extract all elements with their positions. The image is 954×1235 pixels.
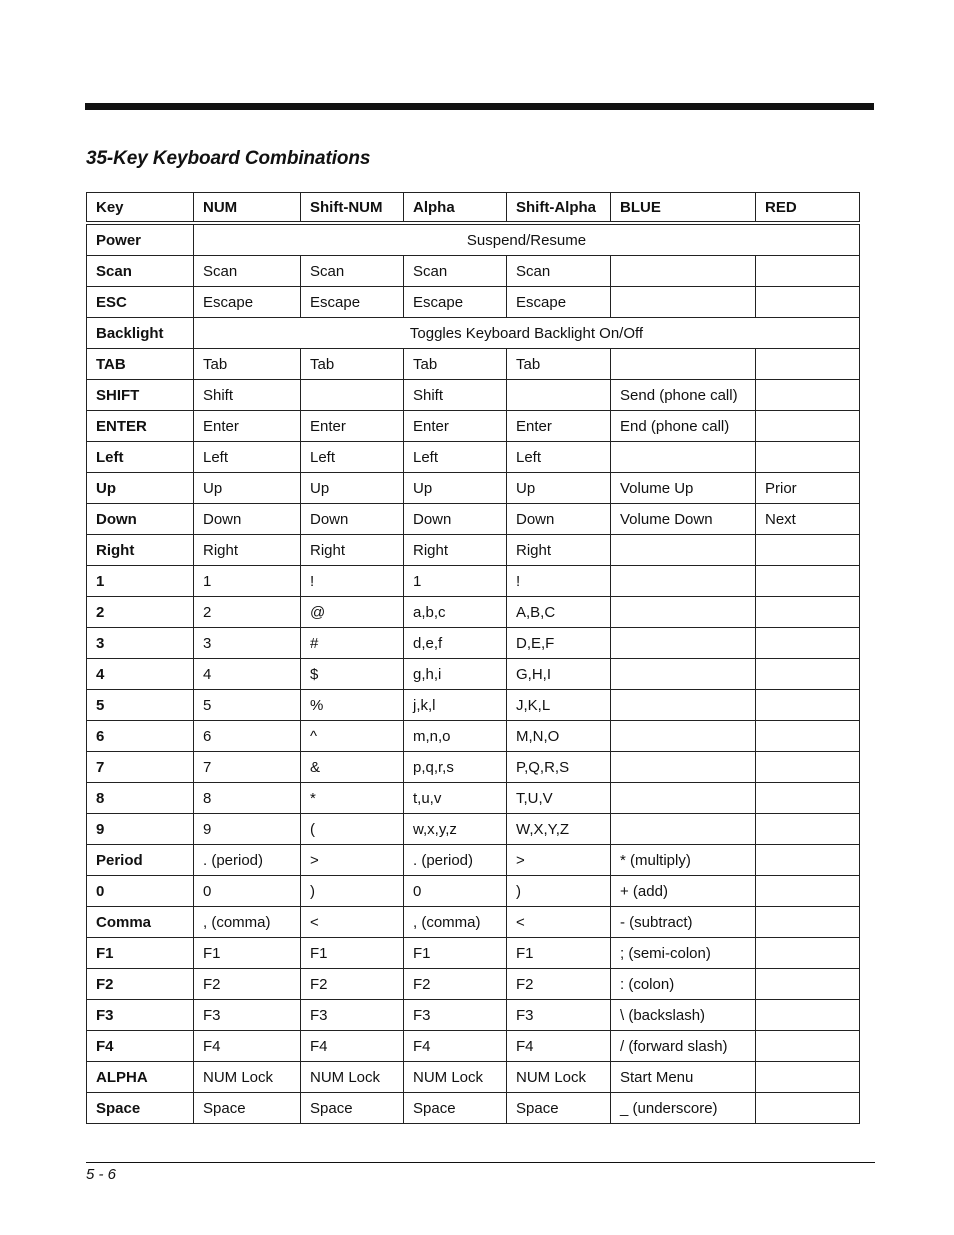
key-name-cell: Backlight bbox=[87, 318, 194, 349]
function-cell: Start Menu bbox=[611, 1062, 756, 1093]
keyboard-combinations-table bbox=[86, 192, 860, 1124]
function-cell bbox=[756, 1093, 860, 1124]
key-name-cell: TAB bbox=[87, 349, 194, 380]
function-cell: T,U,V bbox=[507, 783, 611, 814]
function-cell bbox=[611, 690, 756, 721]
function-cell: Right bbox=[194, 535, 301, 566]
function-cell: Down bbox=[404, 504, 507, 535]
function-cell bbox=[756, 1031, 860, 1062]
function-cell bbox=[756, 535, 860, 566]
key-name-cell: Power bbox=[87, 223, 194, 256]
function-cell bbox=[756, 752, 860, 783]
function-cell bbox=[756, 1000, 860, 1031]
function-cell bbox=[756, 1062, 860, 1093]
function-cell: Escape bbox=[507, 287, 611, 318]
function-cell: Enter bbox=[194, 411, 301, 442]
function-cell bbox=[756, 907, 860, 938]
function-cell: Left bbox=[404, 442, 507, 473]
function-cell: p,q,r,s bbox=[404, 752, 507, 783]
function-cell bbox=[756, 628, 860, 659]
function-cell: Volume Down bbox=[611, 504, 756, 535]
function-cell: 0 bbox=[194, 876, 301, 907]
column-header: RED bbox=[756, 193, 860, 224]
function-cell: Scan bbox=[404, 256, 507, 287]
function-cell: Space bbox=[194, 1093, 301, 1124]
function-cell: F4 bbox=[507, 1031, 611, 1062]
function-cell: Enter bbox=[404, 411, 507, 442]
key-name-cell: SHIFT bbox=[87, 380, 194, 411]
table-row bbox=[87, 287, 860, 318]
function-cell bbox=[756, 876, 860, 907]
table-row bbox=[87, 907, 860, 938]
function-cell: 9 bbox=[194, 814, 301, 845]
function-cell: m,n,o bbox=[404, 721, 507, 752]
key-name-cell: Down bbox=[87, 504, 194, 535]
function-cell: Space bbox=[301, 1093, 404, 1124]
table-row bbox=[87, 1062, 860, 1093]
table-row bbox=[87, 473, 860, 504]
function-cell: F4 bbox=[301, 1031, 404, 1062]
function-cell: # bbox=[301, 628, 404, 659]
function-cell: NUM Lock bbox=[404, 1062, 507, 1093]
table-row bbox=[87, 969, 860, 1000]
function-cell: Scan bbox=[507, 256, 611, 287]
function-cell: 4 bbox=[194, 659, 301, 690]
function-cell: Escape bbox=[194, 287, 301, 318]
key-name-cell: Scan bbox=[87, 256, 194, 287]
table-row bbox=[87, 256, 860, 287]
table-row bbox=[87, 1031, 860, 1062]
function-cell: ! bbox=[301, 566, 404, 597]
function-cell: D,E,F bbox=[507, 628, 611, 659]
function-cell: F3 bbox=[301, 1000, 404, 1031]
function-cell: End (phone call) bbox=[611, 411, 756, 442]
function-cell bbox=[756, 659, 860, 690]
function-cell: F1 bbox=[301, 938, 404, 969]
function-cell bbox=[756, 349, 860, 380]
function-cell: W,X,Y,Z bbox=[507, 814, 611, 845]
function-cell: & bbox=[301, 752, 404, 783]
function-cell bbox=[756, 938, 860, 969]
function-cell: 1 bbox=[194, 566, 301, 597]
key-name-cell: 8 bbox=[87, 783, 194, 814]
function-cell: Shift bbox=[404, 380, 507, 411]
function-cell bbox=[611, 752, 756, 783]
function-cell: Scan bbox=[301, 256, 404, 287]
function-cell: F4 bbox=[404, 1031, 507, 1062]
function-cell bbox=[611, 659, 756, 690]
function-cell: F2 bbox=[404, 969, 507, 1000]
spanning-function-cell: Toggles Keyboard Backlight On/Off bbox=[194, 318, 860, 349]
function-cell: Left bbox=[301, 442, 404, 473]
function-cell: j,k,l bbox=[404, 690, 507, 721]
function-cell: Enter bbox=[301, 411, 404, 442]
function-cell: / (forward slash) bbox=[611, 1031, 756, 1062]
function-cell bbox=[611, 783, 756, 814]
table-row bbox=[87, 628, 860, 659]
key-name-cell: 6 bbox=[87, 721, 194, 752]
function-cell: Up bbox=[404, 473, 507, 504]
function-cell: > bbox=[301, 845, 404, 876]
key-name-cell: 3 bbox=[87, 628, 194, 659]
key-name-cell: ESC bbox=[87, 287, 194, 318]
function-cell bbox=[611, 721, 756, 752]
function-cell: g,h,i bbox=[404, 659, 507, 690]
table-row bbox=[87, 938, 860, 969]
function-cell bbox=[301, 380, 404, 411]
key-name-cell: Right bbox=[87, 535, 194, 566]
function-cell: F4 bbox=[194, 1031, 301, 1062]
function-cell: Tab bbox=[194, 349, 301, 380]
function-cell bbox=[507, 380, 611, 411]
function-cell: 6 bbox=[194, 721, 301, 752]
key-name-cell: 5 bbox=[87, 690, 194, 721]
function-cell: G,H,I bbox=[507, 659, 611, 690]
table-row bbox=[87, 566, 860, 597]
function-cell: Left bbox=[507, 442, 611, 473]
table-row bbox=[87, 1093, 860, 1124]
table-row bbox=[87, 752, 860, 783]
function-cell: F3 bbox=[507, 1000, 611, 1031]
function-cell: NUM Lock bbox=[194, 1062, 301, 1093]
function-cell: F3 bbox=[194, 1000, 301, 1031]
table-row bbox=[87, 659, 860, 690]
table-row bbox=[87, 411, 860, 442]
function-cell: Tab bbox=[301, 349, 404, 380]
function-cell bbox=[756, 411, 860, 442]
key-name-cell: 4 bbox=[87, 659, 194, 690]
function-cell bbox=[611, 535, 756, 566]
function-cell bbox=[611, 597, 756, 628]
function-cell: ! bbox=[507, 566, 611, 597]
function-cell bbox=[756, 845, 860, 876]
function-cell: ^ bbox=[301, 721, 404, 752]
function-cell: Right bbox=[507, 535, 611, 566]
spanning-function-cell: Suspend/Resume bbox=[194, 223, 860, 256]
key-name-cell: 1 bbox=[87, 566, 194, 597]
function-cell: Right bbox=[301, 535, 404, 566]
key-name-cell: 2 bbox=[87, 597, 194, 628]
function-cell bbox=[611, 349, 756, 380]
column-header: Shift-NUM bbox=[301, 193, 404, 224]
function-cell: 3 bbox=[194, 628, 301, 659]
function-cell bbox=[756, 256, 860, 287]
key-name-cell: Comma bbox=[87, 907, 194, 938]
function-cell: Volume Up bbox=[611, 473, 756, 504]
function-cell: F1 bbox=[194, 938, 301, 969]
function-cell: F1 bbox=[507, 938, 611, 969]
function-cell bbox=[756, 969, 860, 1000]
key-name-cell: Space bbox=[87, 1093, 194, 1124]
function-cell: ; (semi-colon) bbox=[611, 938, 756, 969]
function-cell: * (multiply) bbox=[611, 845, 756, 876]
function-cell: Scan bbox=[194, 256, 301, 287]
function-cell: Escape bbox=[301, 287, 404, 318]
table-row bbox=[87, 814, 860, 845]
column-header: Shift-Alpha bbox=[507, 193, 611, 224]
table-row bbox=[87, 349, 860, 380]
function-cell: _ (underscore) bbox=[611, 1093, 756, 1124]
function-cell: , (comma) bbox=[194, 907, 301, 938]
function-cell: 1 bbox=[404, 566, 507, 597]
function-cell: J,K,L bbox=[507, 690, 611, 721]
table-row bbox=[87, 721, 860, 752]
key-name-cell: F1 bbox=[87, 938, 194, 969]
function-cell: A,B,C bbox=[507, 597, 611, 628]
key-name-cell: Period bbox=[87, 845, 194, 876]
function-cell: % bbox=[301, 690, 404, 721]
function-cell: M,N,O bbox=[507, 721, 611, 752]
function-cell: Escape bbox=[404, 287, 507, 318]
column-header: NUM bbox=[194, 193, 301, 224]
function-cell: , (comma) bbox=[404, 907, 507, 938]
column-header: Key bbox=[87, 193, 194, 224]
function-cell: 2 bbox=[194, 597, 301, 628]
section-title: 35-Key Keyboard Combinations bbox=[86, 148, 371, 169]
key-name-cell: 7 bbox=[87, 752, 194, 783]
function-cell: Down bbox=[507, 504, 611, 535]
function-cell: 5 bbox=[194, 690, 301, 721]
function-cell: : (colon) bbox=[611, 969, 756, 1000]
column-header: Alpha bbox=[404, 193, 507, 224]
function-cell bbox=[611, 814, 756, 845]
function-cell: NUM Lock bbox=[507, 1062, 611, 1093]
function-cell: . (period) bbox=[404, 845, 507, 876]
function-cell bbox=[756, 690, 860, 721]
key-name-cell: ALPHA bbox=[87, 1062, 194, 1093]
function-cell: Prior bbox=[756, 473, 860, 504]
function-cell: 8 bbox=[194, 783, 301, 814]
function-cell: w,x,y,z bbox=[404, 814, 507, 845]
table-row bbox=[87, 223, 860, 256]
function-cell: F3 bbox=[404, 1000, 507, 1031]
table-body bbox=[87, 223, 860, 1124]
table-header-row bbox=[87, 193, 860, 224]
function-cell: F2 bbox=[301, 969, 404, 1000]
function-cell bbox=[611, 442, 756, 473]
function-cell bbox=[756, 814, 860, 845]
page-number: 5 - 6 bbox=[86, 1166, 117, 1183]
key-name-cell: F3 bbox=[87, 1000, 194, 1031]
function-cell: ( bbox=[301, 814, 404, 845]
table-row bbox=[87, 876, 860, 907]
table-row bbox=[87, 442, 860, 473]
table-row bbox=[87, 783, 860, 814]
table-row bbox=[87, 504, 860, 535]
key-name-cell: F4 bbox=[87, 1031, 194, 1062]
function-cell: Next bbox=[756, 504, 860, 535]
function-cell: > bbox=[507, 845, 611, 876]
bottom-rule bbox=[86, 1162, 875, 1163]
function-cell bbox=[611, 256, 756, 287]
function-cell: Right bbox=[404, 535, 507, 566]
function-cell: ) bbox=[507, 876, 611, 907]
table-row bbox=[87, 690, 860, 721]
function-cell: . (period) bbox=[194, 845, 301, 876]
function-cell: Left bbox=[194, 442, 301, 473]
function-cell: Tab bbox=[404, 349, 507, 380]
function-cell bbox=[611, 287, 756, 318]
function-cell: 7 bbox=[194, 752, 301, 783]
function-cell bbox=[756, 783, 860, 814]
function-cell: Down bbox=[194, 504, 301, 535]
function-cell bbox=[756, 597, 860, 628]
function-cell: Space bbox=[507, 1093, 611, 1124]
function-cell bbox=[756, 721, 860, 752]
function-cell: Shift bbox=[194, 380, 301, 411]
function-cell: - (subtract) bbox=[611, 907, 756, 938]
function-cell: Up bbox=[507, 473, 611, 504]
key-name-cell: Up bbox=[87, 473, 194, 504]
function-cell bbox=[611, 628, 756, 659]
function-cell: Up bbox=[301, 473, 404, 504]
table-row bbox=[87, 380, 860, 411]
function-cell: d,e,f bbox=[404, 628, 507, 659]
function-cell: \ (backslash) bbox=[611, 1000, 756, 1031]
key-name-cell: 0 bbox=[87, 876, 194, 907]
function-cell: Down bbox=[301, 504, 404, 535]
key-name-cell: F2 bbox=[87, 969, 194, 1000]
function-cell: @ bbox=[301, 597, 404, 628]
function-cell: Send (phone call) bbox=[611, 380, 756, 411]
column-header: BLUE bbox=[611, 193, 756, 224]
function-cell: < bbox=[507, 907, 611, 938]
function-cell: F2 bbox=[507, 969, 611, 1000]
function-cell: + (add) bbox=[611, 876, 756, 907]
function-cell: < bbox=[301, 907, 404, 938]
function-cell: ) bbox=[301, 876, 404, 907]
function-cell: P,Q,R,S bbox=[507, 752, 611, 783]
table-row bbox=[87, 318, 860, 349]
function-cell: Enter bbox=[507, 411, 611, 442]
key-name-cell: 9 bbox=[87, 814, 194, 845]
table-row bbox=[87, 1000, 860, 1031]
function-cell: Space bbox=[404, 1093, 507, 1124]
function-cell bbox=[756, 380, 860, 411]
table-row bbox=[87, 845, 860, 876]
key-name-cell: Left bbox=[87, 442, 194, 473]
key-name-cell: ENTER bbox=[87, 411, 194, 442]
function-cell: F2 bbox=[194, 969, 301, 1000]
function-cell: Tab bbox=[507, 349, 611, 380]
table-row bbox=[87, 597, 860, 628]
function-cell bbox=[756, 566, 860, 597]
function-cell: NUM Lock bbox=[301, 1062, 404, 1093]
function-cell bbox=[756, 287, 860, 318]
function-cell: F1 bbox=[404, 938, 507, 969]
function-cell: t,u,v bbox=[404, 783, 507, 814]
function-cell bbox=[756, 442, 860, 473]
table-row bbox=[87, 535, 860, 566]
function-cell: * bbox=[301, 783, 404, 814]
function-cell: a,b,c bbox=[404, 597, 507, 628]
function-cell: $ bbox=[301, 659, 404, 690]
function-cell: 0 bbox=[404, 876, 507, 907]
top-rule bbox=[85, 103, 874, 110]
function-cell: Up bbox=[194, 473, 301, 504]
function-cell bbox=[611, 566, 756, 597]
